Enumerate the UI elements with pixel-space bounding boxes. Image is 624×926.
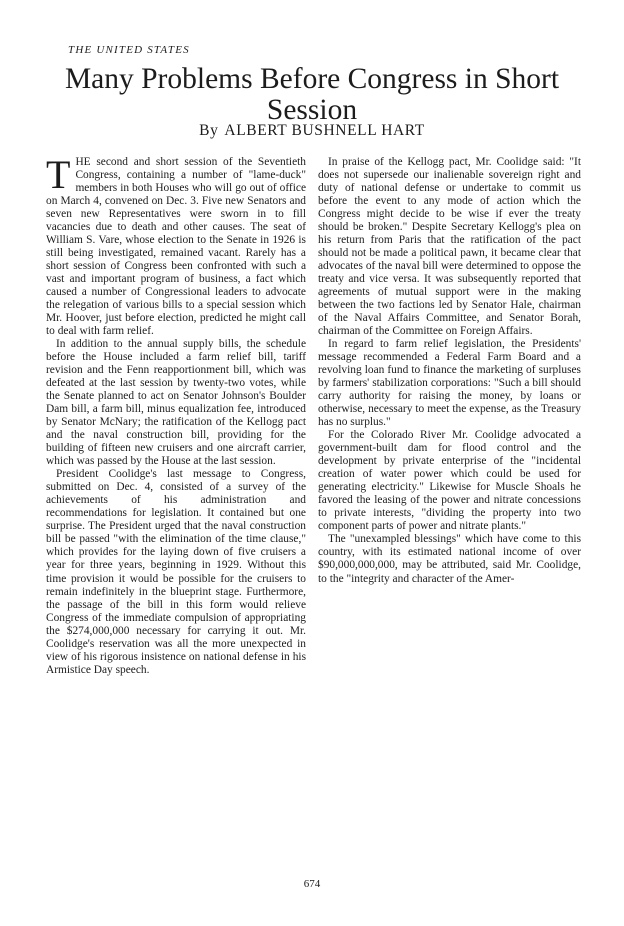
section-label: THE UNITED STATES xyxy=(68,44,190,56)
drop-cap: T xyxy=(46,156,71,197)
byline xyxy=(40,122,584,140)
article-paragraph: In addition to the annual supply bills, the schedule before the House included a farm relief bill, tariff revision and the Fenn reapportionment bill, which was defeated at the last session by twenty-two votes, while the Senate planned to act on Senator Johnson's Boulder Dam bill, a farm bill, minus equalization fee, introduced by Senator McNary; the ratification of the Kellogg pact and the naval construction bill, providing for the building of fifteen new cruisers and one aircraft carrier, which was passed by the House at the last session. xyxy=(46,338,306,468)
column-left xyxy=(46,156,306,896)
article-paragraph: In regard to farm relief legislation, the Presidents' message recommended a Federal Farm Board and a revolving loan fund to finance the marketing of surpluses by farmers' stabilization corporations: "Such a bill should carry authority for raising the money, by loans or otherwise, necessary to meet the expense, as the Treasury has no surplus." xyxy=(318,338,581,429)
paragraph-text: HE second and short session of the Seventieth Congress, containing a number of "lame-duck" members in both Houses who will go out of office on March 4, convened on Dec. 3. Five new Senators and seven new Representatives were sworn in to fill vacancies due to death and other causes. The seat of William S. Vare, whose election to the Senate in 1926 is still being investigated, remained vacant. Rarely has a short session of Congress been confronted with such a vast and important program of business, a fact which caused a number of Congressional leaders to advocate the relegation of various bills to a special session which Mr. Hoover, just before election, predicted he might call to deal with farm relief. xyxy=(46,156,306,338)
byline-prefix: By xyxy=(199,122,219,139)
article-paragraph: For the Colorado River Mr. Coolidge advocated a government-built dam for flood control and the development by private enterprise of the "incidental creation of water power which could be used for generating electricity." Likewise for Muscle Shoals he favored the leasing of the power and nitrate concessions to private interests, "dividing the property into two component parts of power and nitrate plants." xyxy=(318,429,581,533)
article-paragraph: In praise of the Kellogg pact, Mr. Coolidge said: "It does not supersede our inalienable sovereign right and duty of national defense or undertake to commit us before the event to any mode of action which the Congress might decide to be wise if ever the treaty should be broken." Despite Secretary Kellogg's plea on his return from Paris that the ratification of the pact should not be made a political pawn, it became clear that advocates of the naval bill were determined to oppose the treaty and vice versa. It was subsequently reported that agreements of mutual support were in the making between the two factions led by Senator Hale, chairman of the Naval Affairs Committee, and Senator Borah, chairman of the Committee on Foreign Affairs. xyxy=(318,156,581,338)
article-paragraph: President Coolidge's last message to Congress, submitted on Dec. 4, consisted of a survey of the achievements of his administration and recommendations for legislation. It contained but one surprise. The President urged that the naval construction bill be passed "with the elimination of the time clause," which provides for the laying down of five cruisers a year for three years, beginning in 1929. Without this time provision it would be possible for the cruisers to remain indefinitely in the blueprint stage. Furthermore, the passage of the bill in this form would relieve Congress of the immediate compulsion of appropriating the $274,000,000 necessary for carrying it out. Mr. Coolidge's reservation was all the more unexpected in view of his rigorous insistence on national defense in his Armistice Day speech. xyxy=(46,468,306,676)
author-name: ALBERT BUSHNELL HART xyxy=(224,122,425,139)
article-paragraph xyxy=(46,156,306,338)
page-number: 674 xyxy=(303,878,321,890)
article-paragraph: The "unexampled blessings" which have come to this country, with its estimated national income of over $90,000,000,000, may be attributed, said Mr. Coolidge, to the "integrity and character of the Amer- xyxy=(318,533,581,585)
column-right xyxy=(318,156,581,896)
article-title: Many Problems Before Congress in Short Session xyxy=(64,63,560,126)
